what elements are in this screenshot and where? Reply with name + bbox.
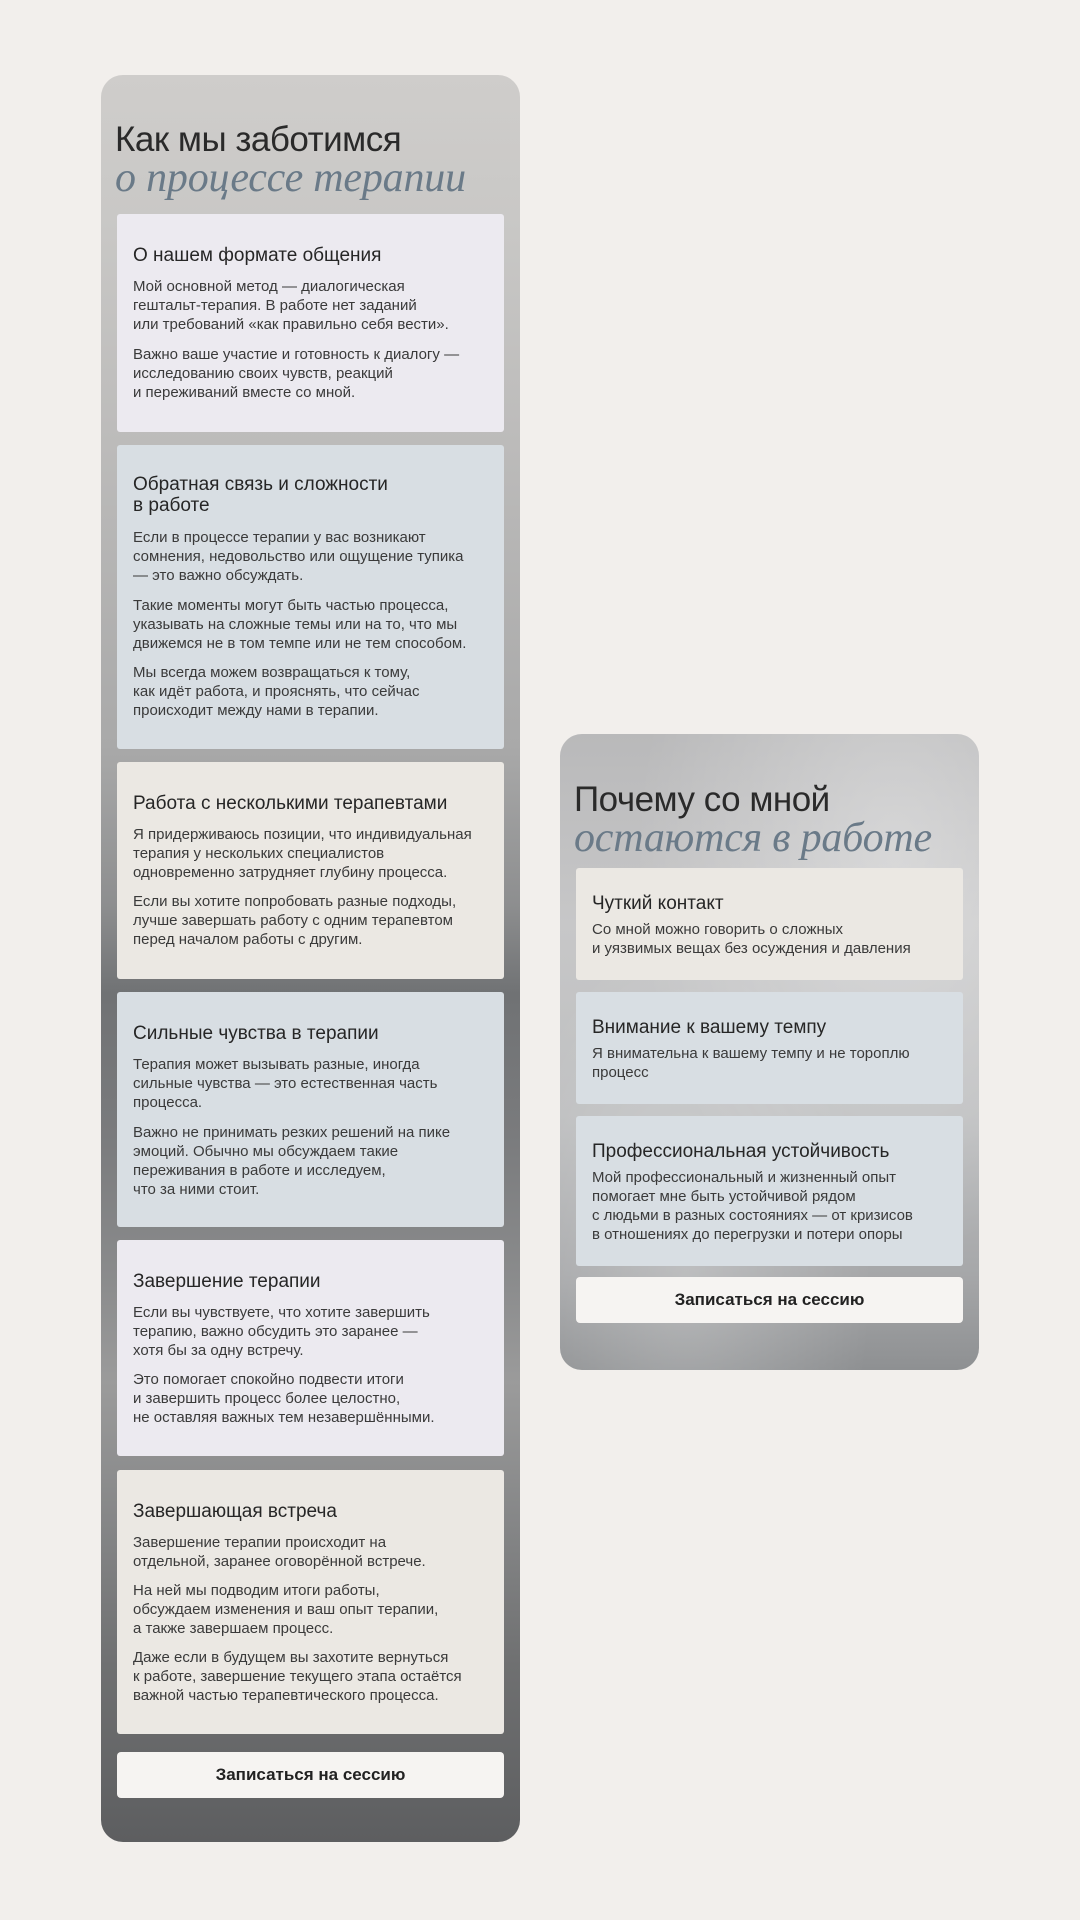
book-session-button[interactable]: Записаться на сессию bbox=[117, 1752, 504, 1798]
card-paragraph: Со мной можно говорить о сложных и уязвимых вещах без осуждения и давления bbox=[592, 921, 911, 957]
card-professional-resilience bbox=[576, 1116, 963, 1266]
why-clients-stay-panel bbox=[560, 734, 979, 1370]
card-paragraph: Такие моменты могут быть частью процесса, указывать на сложные темы или на то, что мы движемся не в том темпе или не тем способом. bbox=[133, 597, 467, 652]
card-paragraph: Завершение терапии происходит на отдельной, заранее оговорённой встрече. bbox=[133, 1534, 426, 1570]
card-paragraph: Мой основной метод — диалогическая гештальт-терапия. В работе нет заданий или требований «как правильно себя вести». bbox=[133, 278, 449, 333]
card-paragraph: Я придерживаюсь позиции, что индивидуальная терапия у нескольких специалистов одновременно затрудняет глубину процесса. bbox=[133, 826, 472, 881]
card-sensitive-contact bbox=[576, 868, 963, 980]
card-paragraph: Если в процессе терапии у вас возникают сомнения, недовольство или ощущение тупика — это важно обсуждать. bbox=[133, 529, 464, 584]
card-paragraph: Даже если в будущем вы захотите вернуться к работе, завершение текущего этапа остаётся важной частью терапевтического процесса. bbox=[133, 1649, 462, 1704]
card-paragraph: Важно ваше участие и готовность к диалогу — исследованию своих чувств, реакций и переживаний вместе со мной. bbox=[133, 346, 460, 401]
heading-line-1: Как мы заботимся bbox=[115, 120, 402, 159]
heading-line-1: Почему со мной bbox=[574, 780, 830, 819]
card-title: Сильные чувства в терапии bbox=[133, 1023, 379, 1044]
card-final-meeting bbox=[117, 1470, 504, 1734]
care-process-heading bbox=[115, 122, 506, 199]
card-paragraph: Мой профессиональный и жизненный опыт помогает мне быть устойчивой рядом с людьми в разных состояниях — от кризисов в отношениях до перегрузки и потери опоры bbox=[592, 1169, 913, 1243]
card-title: О нашем формате общения bbox=[133, 245, 382, 266]
card-title: Обратная связь и сложности в работе bbox=[133, 474, 388, 516]
card-ending-therapy bbox=[117, 1240, 504, 1456]
heading-line-2: остаются в работе bbox=[574, 815, 932, 861]
card-paragraph: На ней мы подводим итоги работы, обсуждаем изменения и ваш опыт терапии, а также завершаем процесс. bbox=[133, 1582, 439, 1637]
card-title: Чуткий контакт bbox=[592, 893, 724, 914]
card-paragraph: Если вы чувствуете, что хотите завершить терапию, важно обсудить это заранее — хотя бы за одну встречу. bbox=[133, 1304, 430, 1359]
card-paragraph: Я внимательна к вашему темпу и не тороплю процесс bbox=[592, 1045, 910, 1081]
book-session-button[interactable]: Записаться на сессию bbox=[576, 1277, 963, 1323]
card-paragraph: Мы всегда можем возвращаться к тому, как идёт работа, и прояснять, что сейчас происходит между нами в терапии. bbox=[133, 664, 420, 719]
card-title: Завершение терапии bbox=[133, 1271, 321, 1292]
card-attention-to-pace bbox=[576, 992, 963, 1104]
card-strong-feelings bbox=[117, 992, 504, 1227]
card-paragraph: Если вы хотите попробовать разные подходы, лучше завершать работу с одним терапевтом перед началом работы с другим. bbox=[133, 893, 457, 948]
card-feedback-difficulties bbox=[117, 445, 504, 749]
why-clients-stay-heading bbox=[574, 782, 965, 859]
card-title: Внимание к вашему темпу bbox=[592, 1017, 827, 1038]
card-paragraph: Терапия может вызывать разные, иногда сильные чувства — это естественная часть процесса. bbox=[133, 1056, 438, 1111]
card-title: Работа с несколькими терапевтами bbox=[133, 793, 448, 814]
card-communication-format bbox=[117, 214, 504, 432]
card-paragraph: Важно не принимать резких решений на пике эмоций. Обычно мы обсуждаем такие переживания в работе и исследуем, что за ними стоит. bbox=[133, 1124, 451, 1198]
card-paragraph: Это помогает спокойно подвести итоги и завершить процесс более целостно, не оставляя важных тем незавершёнными. bbox=[133, 1371, 435, 1426]
care-process-panel bbox=[101, 75, 520, 1842]
card-multiple-therapists bbox=[117, 762, 504, 979]
heading-line-2: о процессе терапии bbox=[115, 155, 466, 201]
card-title: Профессиональная устойчивость bbox=[592, 1141, 890, 1162]
card-title: Завершающая встреча bbox=[133, 1501, 337, 1522]
